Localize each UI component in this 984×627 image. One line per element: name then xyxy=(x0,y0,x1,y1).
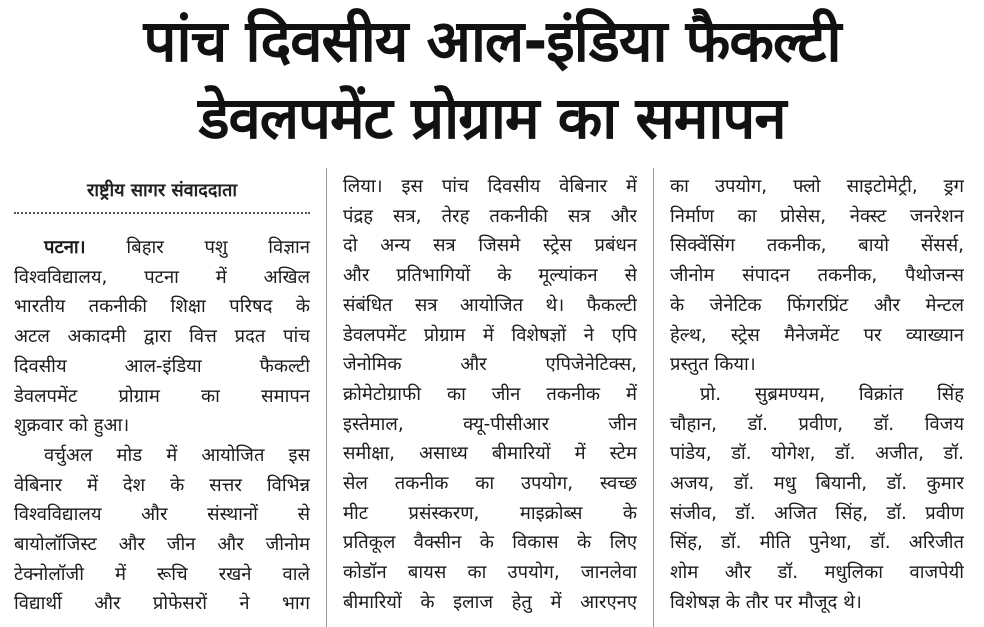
column-line: वर्चुअल मोड में आयोजित इस xyxy=(44,444,310,466)
column-line: संजीव, डॉ. अजित सिंह, डॉ. प्रवीण xyxy=(670,502,964,524)
column-line: सेल तकनीक का उपयोग, स्वच्छ xyxy=(343,473,637,495)
column-line: मीट प्रसंस्करण, माइक्रोब्स के xyxy=(343,502,637,524)
column-line: विश्वविद्यालय, पटना में अखिल xyxy=(14,266,310,288)
column-line: प्रो. सुब्रमण्यम, विक्रांत सिंह xyxy=(700,383,964,405)
column-line: जेनोमिक और एपिजेनेटिक्स, xyxy=(343,354,637,376)
column-line: सिंह, डॉ. मीति पुनेथा, डॉ. अरिजीत xyxy=(670,532,964,554)
column-line: टेक्नोलॉजी में रूचि रखने वाले xyxy=(14,563,310,585)
column-line: विद्यार्थी और प्रोफेसरों ने भाग xyxy=(14,593,310,615)
byline-rule xyxy=(14,212,310,214)
column-line: कोडॉन बायस का उपयोग, जानलेवा xyxy=(343,562,637,584)
column-line: अटल अकादमी द्वारा वित्त प्रदत पांच xyxy=(14,326,310,348)
column-line: पांडेय, डॉ. योगेश, डॉ. अजीत, डॉ. xyxy=(670,443,964,465)
column-line: सिक्वेंसिंग तकनीक, बायो सेंसर्स, xyxy=(670,235,964,257)
column-line: चौहान, डॉ. प्रवीण, डॉ. विजय xyxy=(670,413,964,435)
column-line: समीक्षा, असाध्य बीमारियों में स्टेम xyxy=(343,443,637,465)
column-line-text: बिहार पशु विज्ञान xyxy=(85,237,310,258)
column-line: के जेनेटिक फिंगरप्रिंट और मेन्टल xyxy=(670,294,964,316)
byline: राष्ट्रीय सागर संवाददाता xyxy=(86,180,238,201)
column-line: जीनोम संपादन तकनीक, पैथोजन्स xyxy=(670,265,964,287)
column-line: भारतीय तकनीकी शिक्षा परिषद के xyxy=(14,296,310,318)
article-column-1 xyxy=(14,233,310,627)
dateline: पटना। xyxy=(44,237,86,258)
column-line: लिया। इस पांच दिवसीय वेबिनार में xyxy=(343,176,637,197)
column-line: अजय, डॉ. मधु बियानी, डॉ. कुमार xyxy=(670,473,964,495)
column-line: पंद्रह सत्र, तेरह तकनीकी सत्र और xyxy=(343,205,637,227)
column-divider-2 xyxy=(653,168,654,627)
column-line: वेबिनार में देश के सत्तर विभिन्न xyxy=(14,474,310,496)
column-line: संबंधित सत्र आयोजित थे। फैकल्टी xyxy=(343,294,637,316)
column-line: निर्माण का प्रोसेस, नेक्स्ट जनरेशन xyxy=(670,205,964,227)
column-line: हेल्थ, स्ट्रेस मैनेजमेंट पर व्याख्यान xyxy=(670,324,964,346)
column-line: विशेषज्ञ के तौर पर मौजूद थे। xyxy=(670,591,862,613)
column-line: प्रस्तुत किया। xyxy=(670,354,756,376)
column-line: और प्रतिभागियों के मूल्यांकन से xyxy=(343,265,637,287)
column-line: इस्तेमाल, क्यू-पीसीआर जीन xyxy=(343,413,637,435)
column-line: बीमारियों के इलाज हेतु में आरएनए xyxy=(343,591,637,613)
column-line: प्रतिकूल वैक्सीन के विकास के लिए xyxy=(343,532,637,554)
article-column-2 xyxy=(343,172,637,627)
column-line: दिवसीय आल-इंडिया फैकल्टी xyxy=(14,355,310,377)
column-line: डेवलपमेंट प्रोग्राम का समापन xyxy=(14,385,310,407)
column-line: दो अन्य सत्र जिसमे स्ट्रेस प्रबंधन xyxy=(343,235,637,257)
column-divider-1 xyxy=(326,168,327,627)
column-line: डेवलपमेंट प्रोग्राम में विशेषज्ञों ने एपि xyxy=(343,324,637,346)
headline-line-2: डेवलपमेंट प्रोग्राम का समापन xyxy=(198,84,786,152)
article-column-3 xyxy=(670,172,964,627)
column-line: शुक्रवार को हुआ। xyxy=(14,415,130,437)
headline-line-1: पांच दिवसीय आल-इंडिया फैकल्टी xyxy=(143,7,841,75)
column-line: विश्वविद्यालय और संस्थानों से xyxy=(14,504,310,526)
column-line: का उपयोग, फ्लो साइटोमेट्री, ड्रग xyxy=(670,176,964,197)
column-line xyxy=(14,233,310,263)
column-line: शोम और डॉ. मधुलिका वाजपेयी xyxy=(670,562,964,584)
column-line: क्रोमेटोग्राफी का जीन तकनीक में xyxy=(343,383,637,405)
column-line: बायोलॉजिस्ट और जीन और जीनोम xyxy=(14,534,310,556)
